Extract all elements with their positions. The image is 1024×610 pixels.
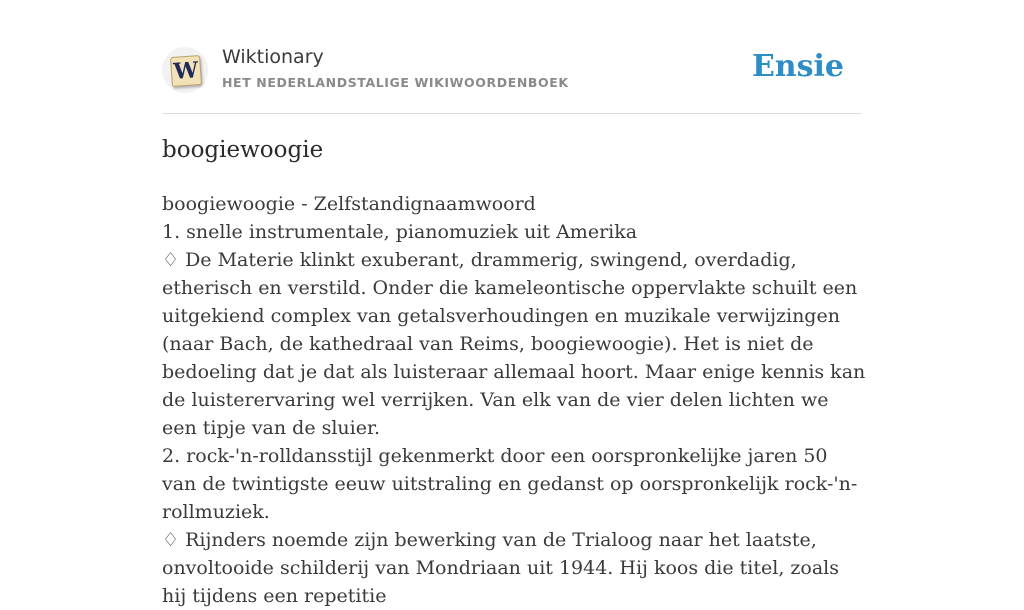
wiktionary-logo[interactable]: [162, 47, 208, 93]
site-subtitle: HET NEDERLANDSTALIGE WIKIWOORDENBOEK: [222, 75, 569, 90]
definition-sense-1: 1. snelle instrumentale, pianomuziek uit Amerika: [162, 221, 638, 243]
page-title: boogiewoogie: [162, 137, 324, 163]
definition-heading: boogiewoogie - Zelfstandignaamwoord: [162, 193, 536, 215]
example-quote-1: ♢ De Materie klinkt exuberant, drammerig, swingend, overdadig, etherisch en verstild. Onder die kameleontische oppervlakte schuilt een uitgekiend complex van getalsverhoudingen en muzikale verwijzingen (naar Bach, de kathedraal van Reims, boogiewoogie). Het is niet de bedoeling dat je dat als luisteraar allemaal hoort. Maar enige kennis kan de luisterervaring wel verrijken. Van elk van de vier delen lichten we een tipje van de sluier.: [162, 249, 866, 439]
ensie-brand-logo[interactable]: Ensie: [751, 49, 844, 84]
example-quote-2: ♢ Rijnders noemde zijn bewerking van de Trialoog naar het laatste, onvoltooide schilderij van Mondriaan uit 1944. Hij koos die titel, zoals hij tijdens een repetitie: [162, 529, 840, 607]
header-divider: [162, 113, 862, 114]
site-name[interactable]: Wiktionary: [222, 46, 324, 68]
logo-tile-icon: W: [170, 55, 202, 87]
definition-body: [162, 190, 866, 610]
definition-sense-2: 2. rock-'n-rolldansstijl gekenmerkt door een oorspronkelijke jaren 50 van de twintigste eeuw uitstraling en gedanst op oorspronkelijk rock-'n-rollmuziek.: [162, 445, 858, 523]
site-header: [162, 42, 862, 98]
